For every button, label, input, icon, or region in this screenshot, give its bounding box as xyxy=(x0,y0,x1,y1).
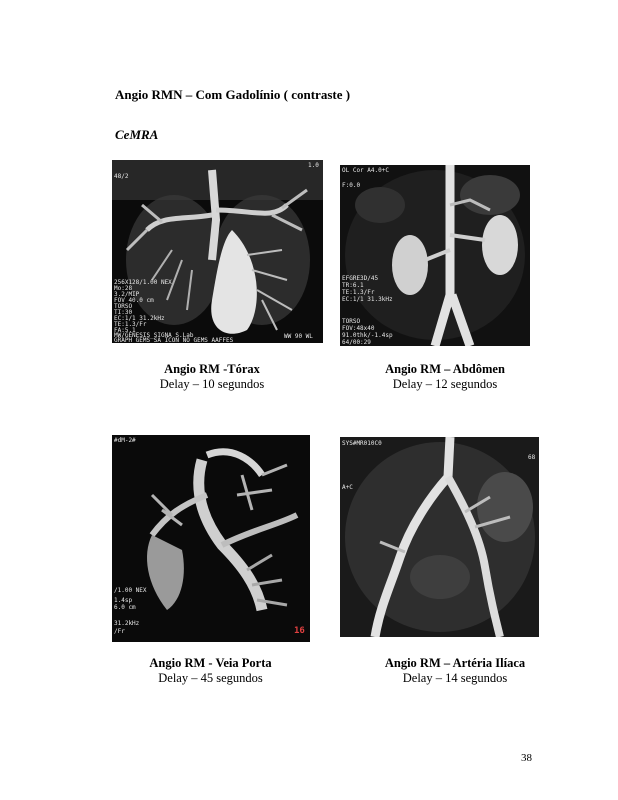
thorax-overlay-line: TI:30 xyxy=(114,309,133,316)
thorax-overlay-line: 256X128/1.00 NEX xyxy=(114,279,172,286)
iliac-overlay-top-left-2: A+C xyxy=(342,484,353,491)
iliac-overlay-top-right: 68 xyxy=(528,454,536,461)
caption-abdomen xyxy=(345,362,545,392)
portal-overlay-line: /1.00 NEX xyxy=(114,587,147,594)
caption-iliac-artery-title: Angio RM – Artéria Ilíaca xyxy=(384,656,526,670)
abdomen-overlay-line: TE:1.3/Fr xyxy=(342,289,375,296)
caption-thorax-title: Angio RM -Tórax xyxy=(164,362,260,376)
abdomen-overlay-line: FOV:48x40 xyxy=(342,325,375,332)
page-title: Angio RMN – Com Gadolínio ( contraste ) xyxy=(115,87,351,102)
thorax-overlay-line: EC:1/1 31.2kHz xyxy=(114,315,165,322)
mri-thorax-svg xyxy=(112,160,323,343)
abdomen-overlay-line: 64/00:29 xyxy=(342,339,371,346)
thorax-overlay-line: MW/GENESIS_SIGNA S.Lab xyxy=(114,332,194,339)
abdomen-overlay-line: EC:1/1 31.3kHz xyxy=(342,296,393,303)
thorax-overlay-line: TORSO xyxy=(114,303,133,310)
abdomen-overlay-line: EFGRE3D/45 xyxy=(342,275,379,282)
page-number: 38 xyxy=(521,752,532,764)
portal-overlay-top-left: #dM-2# xyxy=(114,437,136,444)
portal-overlay-line: 1.4sp xyxy=(114,597,133,604)
section-subtitle: CeMRA xyxy=(115,127,159,142)
portal-overlay-line: 6.0 cm xyxy=(114,604,136,611)
abdomen-overlay-line: TR:6.1 xyxy=(342,282,364,289)
thorax-overlay-line: TE:1.3/Fr xyxy=(114,321,147,328)
caption-iliac-artery xyxy=(355,656,555,686)
portal-overlay-line: 31.2kHz xyxy=(114,620,140,627)
caption-iliac-artery-delay: Delay – 14 segundos xyxy=(402,671,508,685)
caption-abdomen-title: Angio RM – Abdômen xyxy=(385,362,505,376)
caption-thorax-delay: Delay – 10 segundos xyxy=(159,377,265,391)
mri-abdomen-image xyxy=(340,165,530,346)
abdomen-overlay-top-left: OL Cor A4.0+C xyxy=(342,167,389,174)
mri-iliac-artery-image xyxy=(340,437,539,637)
thorax-overlay-line: 3.2/MIP xyxy=(114,291,140,298)
abdomen-overlay-top-left-2: F:0.0 xyxy=(342,182,361,189)
mri-portal-vein-svg xyxy=(112,435,310,642)
mri-iliac-artery-svg xyxy=(340,437,539,637)
mri-portal-vein-image xyxy=(112,435,310,642)
caption-portal-vein-title: Angio RM - Veia Porta xyxy=(149,656,272,670)
caption-portal-vein-delay: Delay – 45 segundos xyxy=(158,671,263,685)
abdomen-overlay-line: 91.0thk/-1.4sp xyxy=(342,332,393,339)
thorax-overlay-line: Mo:28 xyxy=(114,285,133,292)
thorax-overlay-top-right: 1.0 xyxy=(308,162,319,169)
portal-overlay-bottom-right: 16 xyxy=(294,626,305,636)
mri-abdomen-svg xyxy=(340,165,530,346)
caption-thorax xyxy=(112,362,312,392)
caption-abdomen-delay: Delay – 12 segundos xyxy=(392,377,498,391)
mri-thorax-image xyxy=(112,160,323,343)
caption-portal-vein xyxy=(108,656,313,686)
thorax-overlay-line: FA:5.1 xyxy=(114,327,136,334)
iliac-overlay-top-left: SYS#MR010C0 xyxy=(342,440,382,447)
portal-overlay-line: /Fr xyxy=(114,628,125,635)
abdomen-overlay-line: TORSO xyxy=(342,318,361,325)
thorax-overlay-top-left: 48/2 xyxy=(114,173,129,180)
thorax-overlay-line: FOV 40.0 cm xyxy=(114,297,154,304)
thorax-overlay-bottom-right: WW 90 WL xyxy=(284,333,313,340)
thorax-overlay-line: GRAPH_GEMS_SA_ICON NO GEMS AAFFES xyxy=(114,337,234,343)
